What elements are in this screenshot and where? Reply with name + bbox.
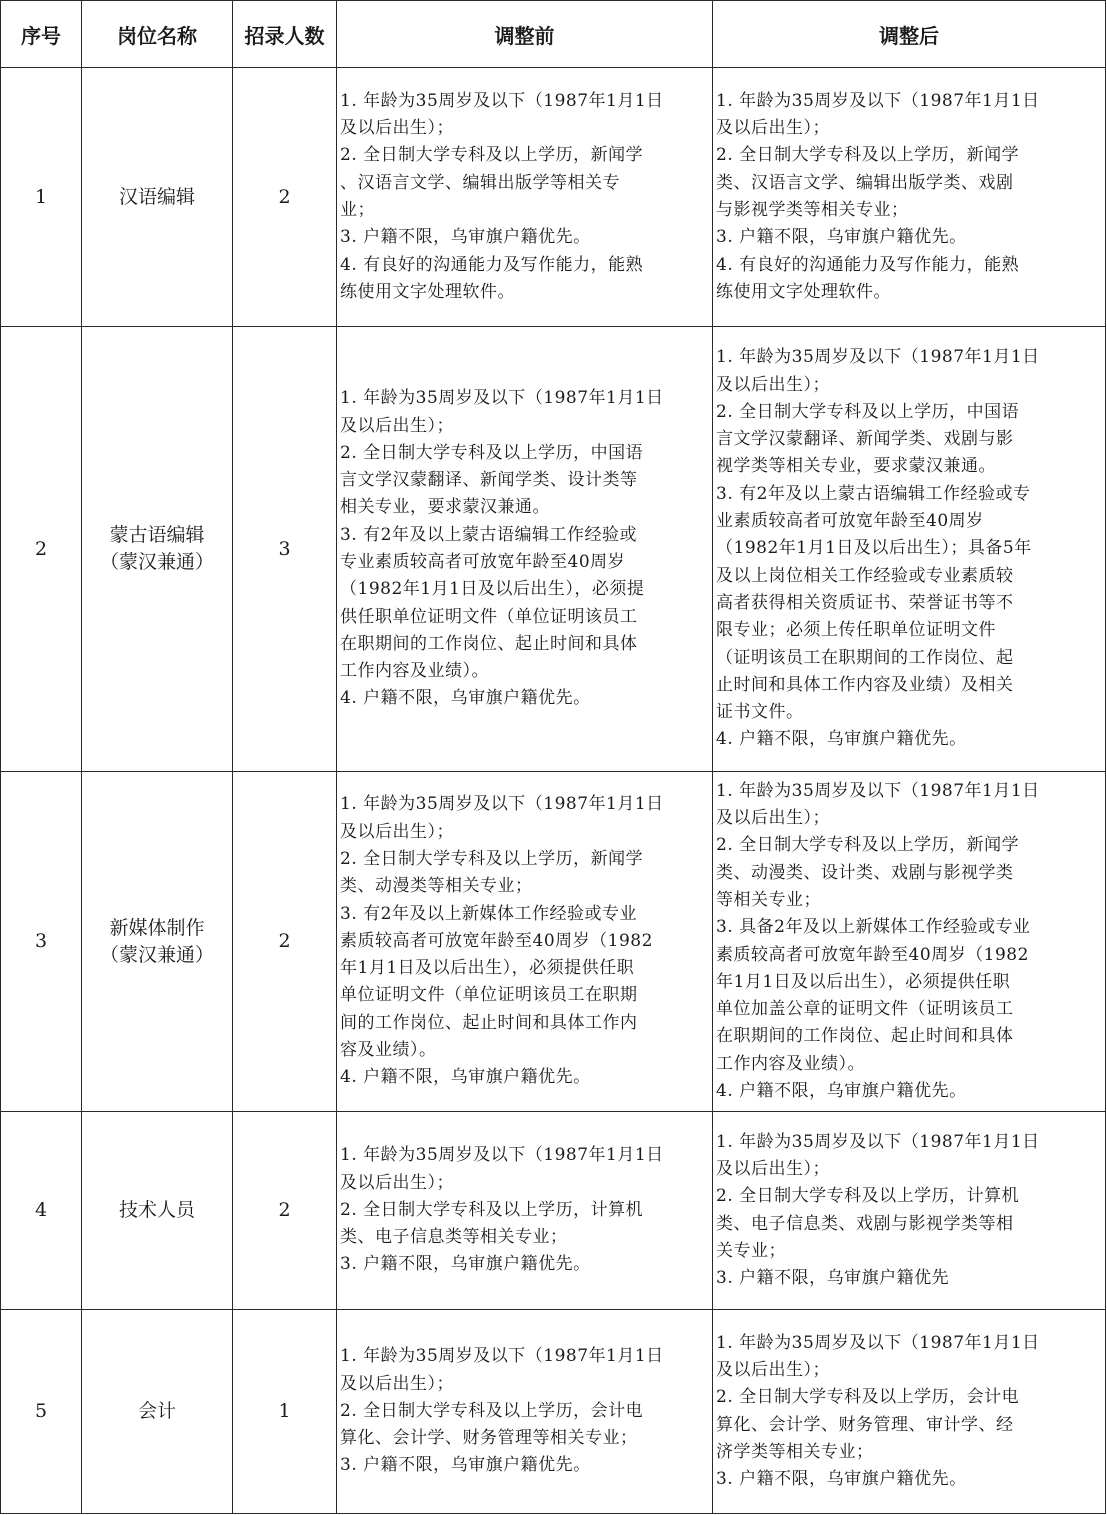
requirement-line: 及以后出生）； bbox=[340, 1373, 454, 1394]
header-after-adjustment: 调整后 bbox=[713, 1, 1106, 68]
requirement-line: 高者获得相关资质证书、荣誉证书等不 bbox=[716, 592, 1014, 613]
requirement-line: 3. 户籍不限，乌审旗户籍优先。 bbox=[340, 227, 591, 248]
position-name-cell bbox=[82, 327, 233, 772]
requirement-line: 3. 户籍不限，乌审旗户籍优先。 bbox=[716, 1469, 967, 1490]
requirement-line: 1. 年龄为35周岁及以下（1987年1月1日 bbox=[716, 1332, 1040, 1353]
after-requirements-cell bbox=[713, 772, 1106, 1112]
requirement-line: 1. 年龄为35周岁及以下（1987年1月1日 bbox=[716, 347, 1040, 368]
requirement-line: 2. 全日制大学专科及以上学历，新闻学 bbox=[716, 835, 1020, 856]
recruit-count-cell: 3 bbox=[233, 327, 337, 772]
serial-number-cell: 4 bbox=[1, 1112, 82, 1310]
requirement-line: 工作内容及业绩）。 bbox=[716, 1053, 865, 1074]
position-name-cell bbox=[82, 1310, 233, 1514]
requirement-line: 4. 户籍不限，乌审旗户籍优先。 bbox=[716, 1080, 967, 1101]
requirement-line: 及以上岗位相关工作经验或专业素质较 bbox=[716, 565, 1014, 586]
requirement-line: 相关专业，要求蒙汉兼通。 bbox=[340, 497, 550, 518]
requirement-line: 在职期间的工作岗位、起止时间和具体 bbox=[716, 1026, 1014, 1047]
table-row bbox=[1, 68, 1106, 327]
before-requirements-cell bbox=[337, 772, 713, 1112]
requirement-line: 3. 户籍不限，乌审旗户籍优先。 bbox=[716, 227, 967, 248]
requirement-line: 4. 户籍不限，乌审旗户籍优先。 bbox=[716, 729, 967, 750]
requirement-line: 2. 全日制大学专科及以上学历，会计电 bbox=[716, 1387, 1020, 1408]
before-requirements-cell bbox=[337, 68, 713, 327]
requirement-line: 2. 全日制大学专科及以上学历，计算机 bbox=[716, 1186, 1020, 1207]
requirement-line: 1. 年龄为35周岁及以下（1987年1月1日 bbox=[340, 794, 664, 815]
position-name-line: 新媒体制作 bbox=[109, 916, 205, 939]
requirement-line: 间的工作岗位、起止时间和具体工作内 bbox=[340, 1012, 638, 1033]
serial-number-cell: 5 bbox=[1, 1310, 82, 1514]
after-requirements-cell bbox=[713, 68, 1106, 327]
requirement-line: 类、电子信息类等相关专业； bbox=[340, 1227, 568, 1248]
requirement-line: 在职期间的工作岗位、起止时间和具体 bbox=[340, 633, 638, 654]
requirement-line: 视学类等相关专业，要求蒙汉兼通。 bbox=[716, 456, 996, 477]
before-requirements-cell bbox=[337, 327, 713, 772]
requirement-line: 1. 年龄为35周岁及以下（1987年1月1日 bbox=[716, 1131, 1040, 1152]
requirement-line: 类、汉语言文学、编辑出版学类、戏剧 bbox=[716, 172, 1014, 193]
requirement-line: 练使用文字处理软件。 bbox=[340, 281, 515, 302]
table-row bbox=[1, 772, 1106, 1112]
table-row bbox=[1, 1310, 1106, 1514]
requirement-line: 4. 有良好的沟通能力及写作能力，能熟 bbox=[716, 254, 1020, 275]
requirement-line: 及以后出生）； bbox=[716, 374, 830, 395]
header-recruit-count: 招录人数 bbox=[233, 1, 337, 68]
requirement-line: 及以后出生）； bbox=[340, 118, 454, 139]
recruit-count-cell: 1 bbox=[233, 1310, 337, 1514]
requirement-line: 类、动漫类、设计类、戏剧与影视学类 bbox=[716, 862, 1014, 883]
requirement-line: 1. 年龄为35周岁及以下（1987年1月1日 bbox=[340, 1346, 664, 1367]
requirement-line: 4. 户籍不限，乌审旗户籍优先。 bbox=[340, 688, 591, 709]
recruit-count-cell: 2 bbox=[233, 68, 337, 327]
requirement-line: 算化、会计学、财务管理等相关专业； bbox=[340, 1428, 638, 1449]
requirement-line: 1. 年龄为35周岁及以下（1987年1月1日 bbox=[340, 1145, 664, 1166]
requirement-line: 年1月1日及以后出生），必须提供任职 bbox=[340, 958, 635, 979]
recruit-count-cell: 2 bbox=[233, 772, 337, 1112]
requirement-line: 3. 具备2年及以上新媒体工作经验或专业 bbox=[716, 917, 1031, 938]
requirement-line: 练使用文字处理软件。 bbox=[716, 281, 891, 302]
requirement-line: 2. 全日制大学专科及以上学历，计算机 bbox=[340, 1199, 644, 1220]
requirement-line: 1. 年龄为35周岁及以下（1987年1月1日 bbox=[716, 90, 1040, 111]
requirement-line: （1982年1月1日及以后出生），必须提 bbox=[340, 579, 645, 600]
requirement-line: 证书文件。 bbox=[716, 702, 804, 723]
position-name-line: 技术人员 bbox=[118, 1199, 195, 1221]
position-name-cell bbox=[82, 1112, 233, 1310]
requirement-line: 素质较高者可放宽年龄至40周岁（1982 bbox=[340, 930, 653, 951]
requirement-line: 2. 全日制大学专科及以上学历，会计电 bbox=[340, 1400, 644, 1421]
requirement-line: 3. 户籍不限，乌审旗户籍优先。 bbox=[340, 1254, 591, 1275]
after-requirements-cell bbox=[713, 1310, 1106, 1514]
requirement-line: （1982年1月1日及以后出生）；具备5年 bbox=[716, 538, 1032, 559]
requirement-line: 单位证明文件（单位证明该员工在职期 bbox=[340, 985, 638, 1006]
requirement-line: 2. 全日制大学专科及以上学历，新闻学 bbox=[340, 848, 644, 869]
requirement-line: 业素质较高者可放宽年龄至40周岁 bbox=[716, 511, 984, 532]
requirement-line: 4. 户籍不限，乌审旗户籍优先。 bbox=[340, 1067, 591, 1088]
requirement-line: 供任职单位证明文件（单位证明该员工 bbox=[340, 606, 638, 627]
requirement-line: 2. 全日制大学专科及以上学历，新闻学 bbox=[716, 145, 1020, 166]
after-requirements-cell bbox=[713, 1112, 1106, 1310]
position-name-line: （蒙汉兼通） bbox=[99, 943, 214, 966]
requirement-line: 及以后出生）； bbox=[340, 415, 454, 436]
requirement-line: 3. 户籍不限，乌审旗户籍优先 bbox=[716, 1268, 950, 1289]
requirement-line: 2. 全日制大学专科及以上学历，中国语 bbox=[716, 401, 1020, 422]
position-name-line: 会计 bbox=[137, 1400, 176, 1422]
requirement-line: 及以后出生）； bbox=[716, 1158, 830, 1179]
requirement-line: 、汉语言文学、编辑出版学等相关专 bbox=[340, 172, 620, 193]
requirement-line: 3. 有2年及以上蒙古语编辑工作经验或专 bbox=[716, 483, 1031, 504]
serial-number-cell: 2 bbox=[1, 327, 82, 772]
requirement-line: 3. 户籍不限，乌审旗户籍优先。 bbox=[340, 1455, 591, 1476]
before-requirements-cell bbox=[337, 1112, 713, 1310]
requirement-line: 言文学汉蒙翻译、新闻学类、戏剧与影 bbox=[716, 429, 1014, 450]
requirement-line: 止时间和具体工作内容及业绩）及相关 bbox=[716, 674, 1014, 695]
table-row bbox=[1, 1112, 1106, 1310]
position-name-line: 蒙古语编辑 bbox=[109, 524, 205, 546]
header-serial-number: 序号 bbox=[1, 1, 82, 68]
serial-number-cell: 3 bbox=[1, 772, 82, 1112]
requirement-line: 类、动漫类等相关专业； bbox=[340, 876, 533, 897]
requirement-line: 言文学汉蒙翻译、新闻学类、设计类等 bbox=[340, 470, 638, 491]
requirement-line: 与影视学类等相关专业； bbox=[716, 200, 909, 220]
requirement-line: 素质较高者可放宽年龄至40周岁（1982 bbox=[716, 944, 1029, 965]
requirement-line: 容及业绩）。 bbox=[340, 1040, 437, 1061]
requirement-line: 算化、会计学、财务管理、审计学、经 bbox=[716, 1414, 1014, 1435]
requirement-line: 限专业；必须上传任职单位证明文件 bbox=[716, 620, 996, 641]
requirement-line: 4. 有良好的沟通能力及写作能力，能熟 bbox=[340, 254, 644, 275]
requirement-line: 3. 有2年及以上新媒体工作经验或专业 bbox=[340, 903, 637, 924]
header-position-name: 岗位名称 bbox=[82, 1, 233, 68]
table-body bbox=[1, 68, 1106, 1514]
requirement-line: 关专业； bbox=[716, 1240, 786, 1261]
requirement-line: 年1月1日及以后出生），必须提供任职 bbox=[716, 971, 1011, 992]
serial-number-cell: 1 bbox=[1, 68, 82, 327]
position-name-cell bbox=[82, 68, 233, 327]
requirement-line: 单位加盖公章的证明文件（证明该员工 bbox=[716, 999, 1014, 1020]
position-name-cell bbox=[82, 772, 233, 1112]
recruit-count-cell: 2 bbox=[233, 1112, 337, 1310]
requirement-line: 及以后出生）； bbox=[716, 1359, 830, 1380]
before-requirements-cell bbox=[337, 1310, 713, 1514]
requirement-line: 专业素质较高者可放宽年龄至40周岁 bbox=[340, 552, 626, 572]
requirement-line: 2. 全日制大学专科及以上学历，新闻学 bbox=[340, 145, 644, 166]
requirement-line: （证明该员工在职期间的工作岗位、起 bbox=[716, 647, 1014, 668]
requirement-line: 及以后出生）； bbox=[340, 821, 454, 842]
after-requirements-cell bbox=[713, 327, 1106, 772]
requirement-line: 1. 年龄为35周岁及以下（1987年1月1日 bbox=[340, 388, 664, 409]
requirement-line: 及以后出生）； bbox=[716, 808, 830, 829]
header-before-adjustment: 调整前 bbox=[337, 1, 713, 68]
requirement-line: 1. 年龄为35周岁及以下（1987年1月1日 bbox=[340, 90, 664, 111]
requirement-line: 等相关专业； bbox=[716, 889, 821, 910]
position-name-line: 汉语编辑 bbox=[118, 185, 195, 208]
requirement-line: 类、电子信息类、戏剧与影视学类等相 bbox=[716, 1213, 1014, 1234]
header-row bbox=[1, 1, 1106, 68]
requirement-line: 及以后出生）； bbox=[716, 118, 830, 139]
table-row bbox=[1, 327, 1106, 772]
requirement-line: 1. 年龄为35周岁及以下（1987年1月1日 bbox=[716, 780, 1040, 801]
requirement-line: 工作内容及业绩）。 bbox=[340, 661, 489, 682]
requirement-line: 及以后出生）； bbox=[340, 1172, 454, 1193]
requirement-line: 2. 全日制大学专科及以上学历，中国语 bbox=[340, 442, 644, 463]
position-name-line: （蒙汉兼通） bbox=[99, 551, 214, 573]
table-header bbox=[1, 1, 1106, 68]
requirement-line: 3. 有2年及以上蒙古语编辑工作经验或 bbox=[340, 524, 637, 545]
requirement-line: 业； bbox=[340, 200, 375, 220]
requirement-line: 济学类等相关专业； bbox=[716, 1441, 874, 1462]
